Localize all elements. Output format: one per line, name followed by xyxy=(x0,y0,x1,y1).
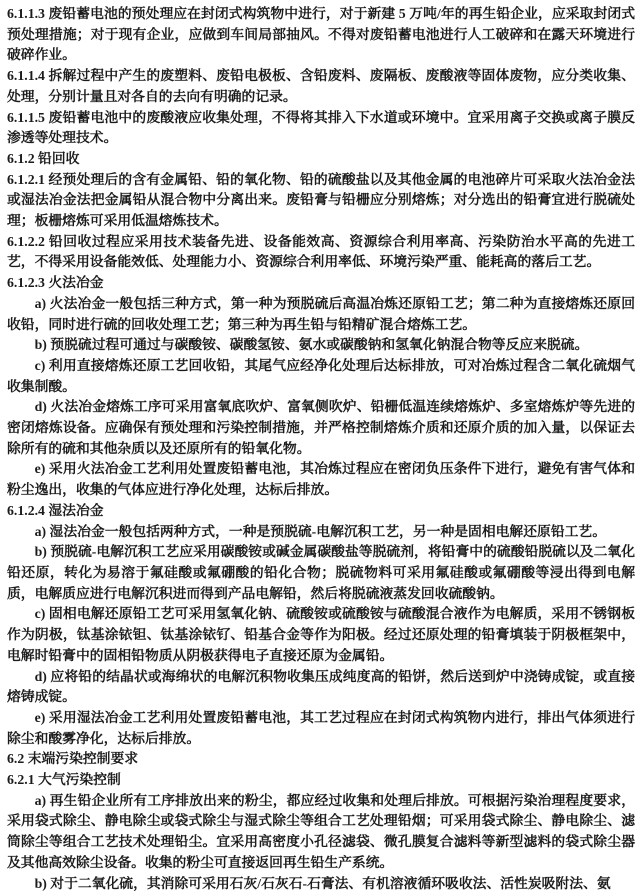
paragraph: 6.1.2.1 经预处理后的含有金属铅、铅的氧化物、铅的硫酸盐以及其他金属的电池碎片可采取火法冶金法或湿法冶金法把金属铅从混合物中分离出来。废铅膏与铅栅应分别熔炼；对分选出的铅膏宜进行脱硫处理；板栅熔炼可采用低温熔炼技术。 xyxy=(7,171,635,229)
paragraph: c) 利用直接熔炼还原工艺回收铅，其尾气应经净化处理后达标排放，可对冶炼过程含二氧化硫烟气收集制酸。 xyxy=(7,357,635,394)
paragraph: b) 预脱硫过程可通过与碳酸铵、碳酸氢铵、氨水或碳酸钠和氢氧化钠混合物等反应来脱硫。 xyxy=(34,337,589,353)
paragraph: a) 湿法冶金一般包括两种方式，一种是预脱硫-电解沉积工艺，另一种是固相电解还原铅工艺。 xyxy=(34,523,607,539)
paragraph: b) 预脱硫-电解沉积工艺应采用碳酸铵或碱金属碳酸盐等脱硫剂，将铅膏中的硫酸铅脱硫以及二氧化铅还原，转化为易溶于氟硅酸或氟硼酸的铅化合物；脱硫物料可采用氟硅酸或氟硼酸等浸出得到电解质，电解质应进行电解沉积进而得到产品电解铅，然后将脱硫液蒸发回收硫酸钠。 xyxy=(7,544,635,601)
paragraph: 6.1.1.3 废铅蓄电池的预处理应在封闭式构筑物中进行，对于新建 5 万吨/年的再生铅企业，应采取封闭式预处理措施；对于现有企业，应做到车间局部抽风。不得对废铅蓄电池进行人工破碎和在露天环境进行破碎作业。 xyxy=(7,6,635,63)
paragraph: 6.1.2.4 湿法冶金 xyxy=(7,502,104,518)
document-body xyxy=(7,4,635,894)
paragraph: 6.2 末端污染控制要求 xyxy=(7,751,139,767)
paragraph: 6.1.2.2 铅回收过程应采用技术装备先进、设备能效高、资源综合利用率高、污染防治水平高的先进工艺，不得采用设备能效低、处理能力小、资源综合利用率低、环境污染严重、能耗高的落后工艺。 xyxy=(7,233,635,270)
paragraph: e) 采用火法冶金工艺利用处置废铅蓄电池，其冶炼过程应在密闭负压条件下进行，避免有害气体和粉尘逸出，收集的气体应进行净化处理，达标后排放。 xyxy=(7,461,635,498)
paragraph: 6.1.1.5 废铅蓄电池中的废酸液应收集处理，不得将其排入下水道或环境中。宜采用离子交换或离子膜反渗透等处理技术。 xyxy=(7,109,635,146)
paragraph: c) 固相电解还原铅工艺可采用氢氧化钠、硫酸铵或硫酸铵与硫酸混合液作为电解质，采用不锈钢板作为阴极，钛基涂铱钽、钛基涂铱钌、铅基合金等作为阳极。经过还原处理的铅膏填装于阴极框架中，电解时铅膏中的固相铅物质从阴极获得电子直接还原为金属铅。 xyxy=(7,606,635,663)
paragraph: 6.2.1 大气污染控制 xyxy=(7,772,121,788)
paragraph: d) 应将铅的结晶状或海绵状的电解沉积物收集压成纯度高的铅饼，然后送到炉中浇铸成锭，或直接熔铸成锭。 xyxy=(7,668,635,705)
paragraph: d) 火法冶金熔炼工序可采用富氧底吹炉、富氧侧吹炉、铅栅低温连续熔炼炉、多室熔炼炉等先进的密闭熔炼设备。应确保有预处理和污染控制措施，并严格控制熔炼介质和还原介质的加入量，以保证去除所有的硫和其他杂质以及还原所有的铅氧化物。 xyxy=(7,399,635,456)
paragraph: a) 火法冶金一般包括三种方式，第一种为预脱硫后高温冶炼还原铅工艺；第二种为直接熔炼还原回收铅，同时进行硫的回收处理工艺；第三种为再生铅与铅精矿混合熔炼工艺。 xyxy=(7,295,635,332)
paragraph: 6.1.2 铅回收 xyxy=(7,150,80,166)
paragraph: b) 对于二氧化硫，其消除可采用石灰/石灰石-石膏法、有机溶液循环吸收法、活性炭吸附法、氨 xyxy=(34,875,611,891)
paragraph: 6.1.2.3 火法冶金 xyxy=(7,275,104,291)
paragraph: e) 采用湿法冶金工艺利用处置废铅蓄电池，其工艺过程应在封闭式构筑物内进行，排出气体须进行除尘和酸雾净化，达标后排放。 xyxy=(7,709,635,746)
paragraph: a) 再生铅企业所有工序排放出来的粉尘，都应经过收集和处理后排放。可根据污染治理程度要求，采用袋式除尘、静电除尘或袋式除尘与湿式除尘等组合工艺处理铅烟；可采用袋式除尘、静电除尘、滤筒除尘等组合工艺技术处理铅尘。宜采用高密度小孔径滤袋、微孔膜复合滤料等新型滤料的袋式除尘器及其他高效除尘设备。收集的粉尘可直接返回再生铅生产系统。 xyxy=(7,792,635,870)
paragraph: 6.1.1.4 拆解过程中产生的废塑料、废铅电极板、含铅废料、废隔板、废酸液等固体废物，应分类收集、处理，分别计量且对各自的去向有明确的记录。 xyxy=(7,68,635,104)
